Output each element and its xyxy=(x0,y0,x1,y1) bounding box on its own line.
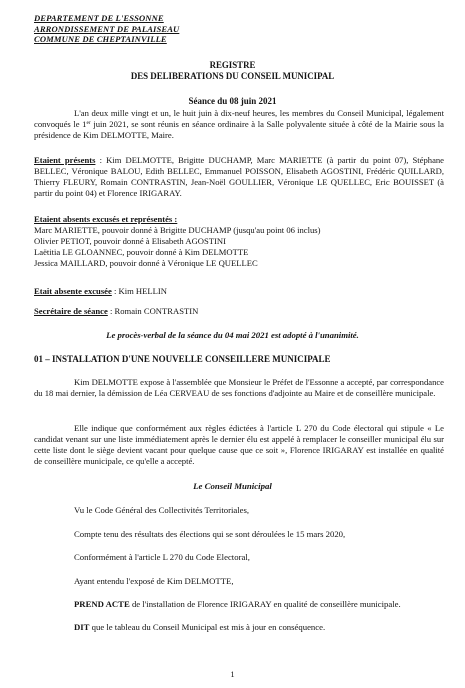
absents-excuses-block xyxy=(34,214,444,269)
conseil-municipal-heading: Le Conseil Municipal xyxy=(193,481,272,491)
document-title xyxy=(0,60,465,81)
absent-line: Olivier PETIOT, pouvoir donné à Elisabeth AGOSTINI xyxy=(34,236,226,246)
conformement-line: Conformément à l'article L 270 du Code Electoral, xyxy=(74,552,250,562)
presents-paragraph xyxy=(34,155,444,199)
title-registre: REGISTRE xyxy=(209,60,256,70)
intro-paragraph xyxy=(34,108,444,141)
intro-part2: juin 2021, se sont réunis en séance ordinaire à la Salle polyvalente située à côté de la Mairie sous la présidence de Kim DELMOTTE, Maire. xyxy=(34,119,444,140)
secretaire-label: Secrétaire de séance xyxy=(34,306,108,316)
page-number: 1 xyxy=(230,669,235,679)
ayant-entendu-line: Ayant entendu l'exposé de Kim DELMOTTE, xyxy=(74,576,234,586)
dit-text: que le tableau du Conseil Municipal est mis à jour en conséquence. xyxy=(89,622,326,632)
compte-tenu-line: Compte tenu des résultats des élections qui se sont déroulées le 15 mars 2020, xyxy=(74,529,346,539)
secretaire-line xyxy=(34,306,444,317)
prend-acte-text: de l'installation de Florence IRIGARAY en qualité de conseillère municipale. xyxy=(129,599,401,609)
absent-line: Marc MARIETTE, pouvoir donné à Brigitte DUCHAMP (jusqu'au point 06 inclus) xyxy=(34,225,321,235)
prend-acte-line xyxy=(74,599,401,610)
presents-text: : Kim DELMOTTE, Brigitte DUCHAMP, Marc MARIETTE (à partir du point 07), Stéphane BELLEC, Véronique BALOU, Edith BELLEC, Emmanuel POISSON, Elisabeth AGOSTINI, Frédéric QUILLARD, Thierry FLEURY, Romain CONTRASTIN, Jean-Noël GOULLIER, Véronique LE QUELLEC, Eric BOUISSET (à partir du point 04) et Florence IRIGARAY. xyxy=(34,155,444,198)
absent-line: Jessica MAILLARD, pouvoir donné à Véronique LE QUELLEC xyxy=(34,258,258,268)
prend-acte-label: PREND ACTE xyxy=(74,599,130,609)
absent-line: Laëtitia LE GLOANNEC, pouvoir donné à Kim DELMOTTE xyxy=(34,247,249,257)
section-01-paragraph-2: Elle indique que conformément aux règles édictées à l'article L 270 du Code électoral qui stipule « Le candidat venant sur une liste immédiatement après le dernier élu est appelé à remplacer le conseiller municipal élu sur cette liste dont le siège devient vacant pour quelque cause que ce soit », Florence IRIGARAY est installée en qualité de conseillère municipale, ce qu'elle a accepté. xyxy=(34,423,444,466)
section-01-paragraph-1: Kim DELMOTTE expose à l'assemblée que Monsieur le Préfet de l'Essonne a accepté, par correspondance du 18 mai dernier, la démission de Léa CERVEAU de ses fonctions d'adjointe au Maire et de conseillère municipale. xyxy=(34,377,444,398)
seance-date: Séance du 08 juin 2021 xyxy=(188,96,277,106)
title-deliberations: DES DELIBERATIONS DU CONSEIL MUNICIPAL xyxy=(130,70,335,81)
intro-superscript: er xyxy=(86,120,91,126)
absente-text: : Kim HELLIN xyxy=(111,286,167,296)
absente-label: Etait absente excusée xyxy=(34,286,112,296)
header-commune: COMMUNE DE CHEPTAINVILLE xyxy=(34,34,167,45)
header-department: DEPARTEMENT DE L'ESSONNE xyxy=(34,13,164,23)
section-01-heading: 01 – INSTALLATION D'UNE NOUVELLE CONSEILLERE MUNICIPALE xyxy=(34,354,331,364)
absente-line xyxy=(34,286,444,297)
pv-adoption: Le procès-verbal de la séance du 04 mai 2021 est adopté à l'unanimité. xyxy=(106,330,359,340)
absents-excuses-label: Etaient absents excusés et représentés : xyxy=(34,214,178,224)
dit-label: DIT xyxy=(74,622,90,632)
dit-line xyxy=(74,622,325,633)
secretaire-text: : Romain CONTRASTIN xyxy=(107,306,199,316)
intro-part1: L'an deux mille vingt et un, le huit juin à dix-neuf heures, les membres du Conseil Municipal, légalement convoqués le 1 xyxy=(34,108,444,129)
presents-label: Etaient présents xyxy=(34,155,96,165)
letterhead xyxy=(34,13,179,45)
header-arrondissement: ARRONDISSEMENT DE PALAISEAU xyxy=(34,23,180,34)
vu-line: Vu le Code Général des Collectivités Territoriales, xyxy=(74,505,250,515)
